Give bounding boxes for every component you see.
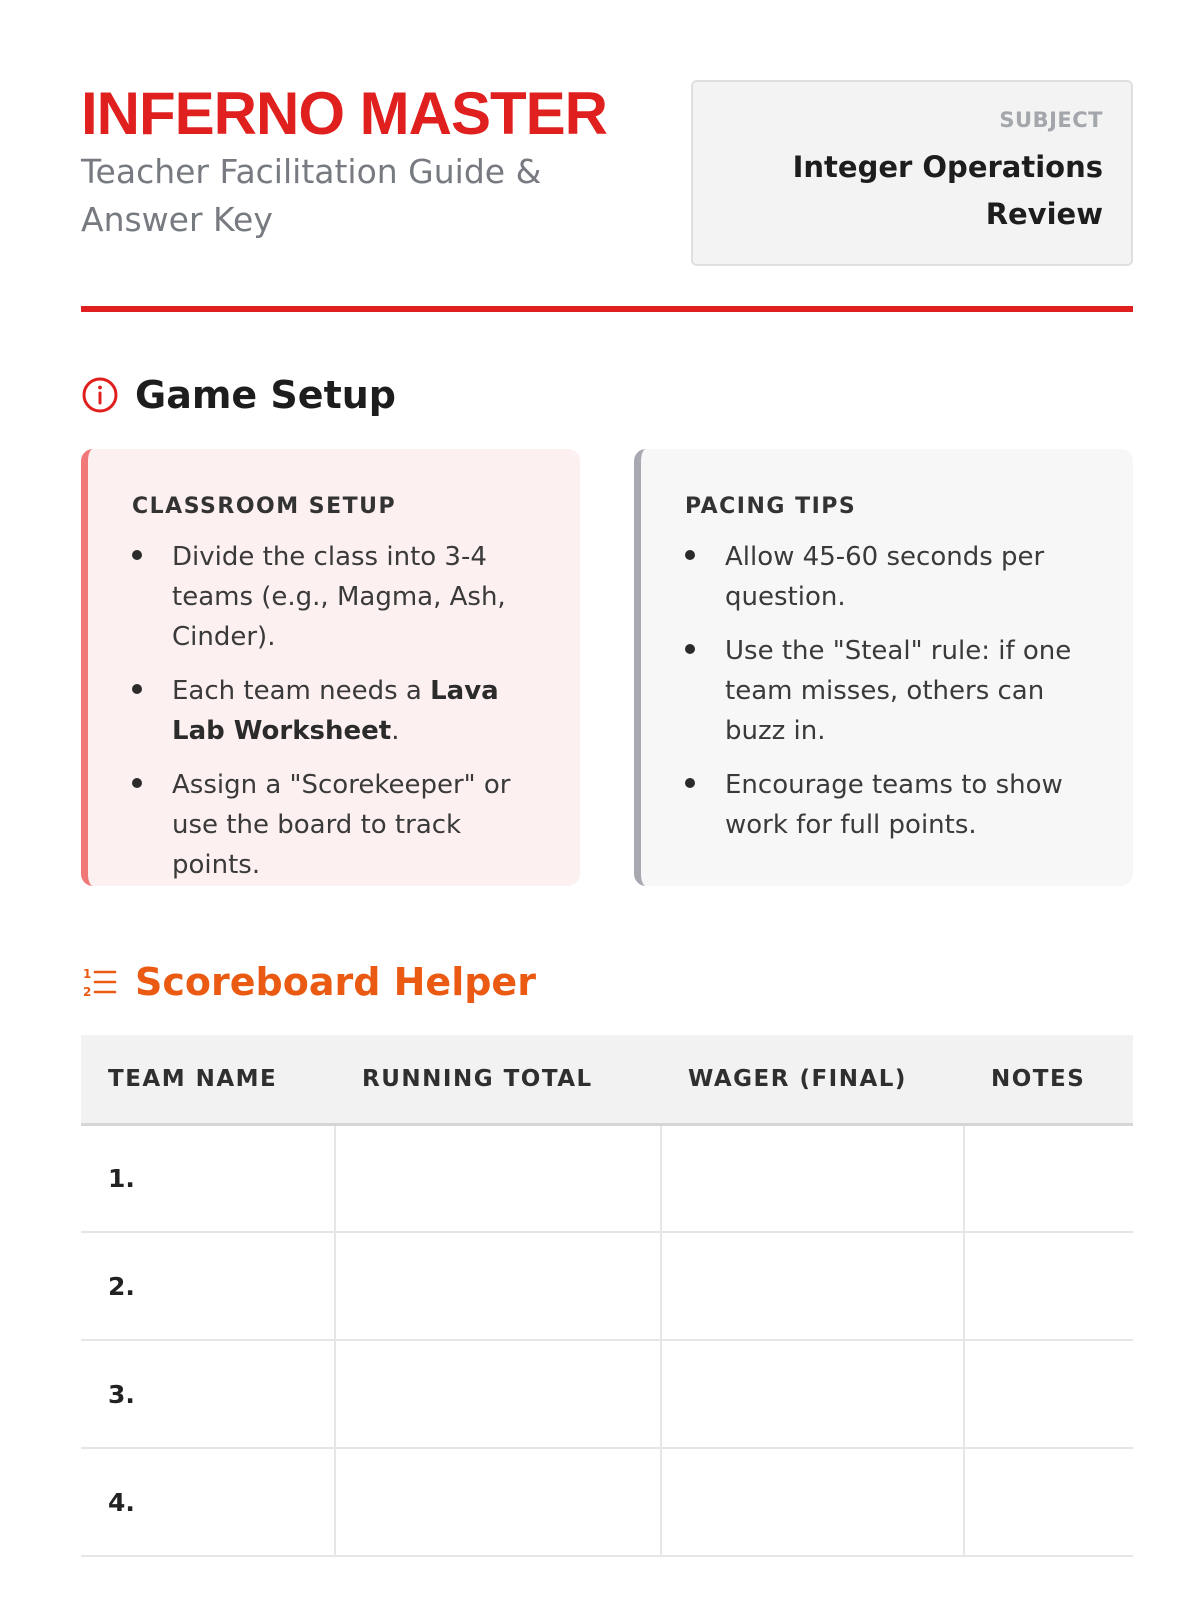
column-header-notes: NOTES — [964, 1035, 1133, 1124]
team-number: 4. — [81, 1448, 335, 1556]
list-item: Each team needs a Lava Lab Worksheet. — [132, 671, 540, 751]
header-divider — [81, 306, 1133, 312]
list-item: Allow 45-60 seconds per question. — [685, 537, 1093, 617]
notes-cell[interactable] — [964, 1124, 1133, 1232]
list-item: Divide the class into 3-4 teams (e.g., Magma, Ash, Cinder). — [132, 537, 540, 657]
classroom-setup-card — [81, 449, 580, 886]
team-number: 2. — [81, 1232, 335, 1340]
page-header — [81, 80, 1133, 265]
svg-text:2: 2 — [83, 985, 92, 999]
section-title-game-setup — [81, 371, 396, 419]
table-row — [81, 1232, 1133, 1340]
notes-cell[interactable] — [964, 1340, 1133, 1448]
scoreboard-table — [81, 1035, 1133, 1557]
page-subtitle: Teacher Facilitation Guide & Answer Key — [81, 152, 542, 239]
subject-value: Integer Operations Review — [792, 150, 1103, 231]
column-header-wager: WAGER (FINAL) — [661, 1035, 964, 1124]
column-header-team-name: TEAM NAME — [81, 1035, 335, 1124]
list-item: Encourage teams to show work for full points. — [685, 765, 1093, 845]
pacing-tips-list — [685, 537, 1093, 845]
column-header-running-total: RUNNING TOTAL — [335, 1035, 661, 1124]
card-title: CLASSROOM SETUP — [132, 494, 397, 519]
team-number: 3. — [81, 1340, 335, 1448]
wager-cell[interactable] — [661, 1232, 964, 1340]
section-title-text: Scoreboard Helper — [135, 960, 536, 1004]
list-item: Use the "Steal" rule: if one team misses, others can buzz in. — [685, 631, 1093, 751]
page-title: INFERNO MASTER — [81, 80, 607, 147]
table-row — [81, 1124, 1133, 1232]
table-row — [81, 1448, 1133, 1556]
team-number: 1. — [81, 1124, 335, 1232]
wager-cell[interactable] — [661, 1448, 964, 1556]
svg-text:1: 1 — [83, 967, 92, 981]
section-title-text: Game Setup — [135, 373, 396, 417]
running-total-cell[interactable] — [335, 1124, 661, 1232]
wager-cell[interactable] — [661, 1340, 964, 1448]
notes-cell[interactable] — [964, 1232, 1133, 1340]
subject-box — [691, 80, 1133, 266]
subject-label: SUBJECT — [999, 108, 1103, 132]
pacing-tips-card — [634, 449, 1133, 886]
numbered-list-icon — [81, 963, 119, 1001]
info-circle-icon — [81, 376, 119, 414]
card-title: PACING TIPS — [685, 494, 857, 519]
classroom-setup-list — [132, 537, 540, 885]
section-title-scoreboard — [81, 958, 536, 1006]
wager-cell[interactable] — [661, 1124, 964, 1232]
running-total-cell[interactable] — [335, 1340, 661, 1448]
notes-cell[interactable] — [964, 1448, 1133, 1556]
running-total-cell[interactable] — [335, 1232, 661, 1340]
table-header-row — [81, 1035, 1133, 1124]
list-item: Assign a "Scorekeeper" or use the board to track points. — [132, 765, 540, 885]
running-total-cell[interactable] — [335, 1448, 661, 1556]
table-row — [81, 1340, 1133, 1448]
